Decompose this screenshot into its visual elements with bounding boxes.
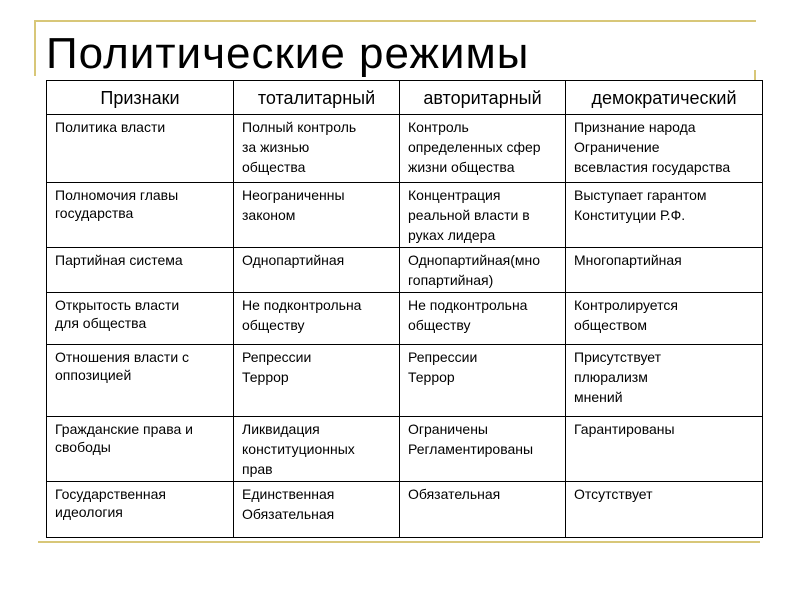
cell-democratic [566,293,763,345]
table-row [47,345,763,417]
cell-text-line: Террор [242,369,289,385]
cell-totalitarian [234,482,400,538]
cell-totalitarian [234,183,400,248]
cell-text-line: Открытость власти [55,297,180,313]
table-row [47,417,763,482]
cell-text-line: Не подконтрольна [408,297,528,313]
cell-feature [47,345,234,417]
cell-text-line: законом [242,207,296,223]
decorative-frame-right [754,70,756,80]
cell-text-line: Выступает гарантом [574,187,707,203]
slide-title: Политические режимы [46,29,530,78]
cell-text-line: Не подконтрольна [242,297,362,313]
cell-authoritarian [400,345,566,417]
cell-text-line: Террор [408,369,455,385]
table-row [47,115,763,183]
cell-text-line: обществом [574,317,648,333]
table-header-row [47,81,763,115]
cell-text-line: Партийная система [55,252,183,268]
cell-democratic [566,115,763,183]
cell-text-line: Признание народа [574,119,696,135]
cell-text-line: Контролируется [574,297,678,313]
cell-text-line: общества [242,159,306,175]
cell-feature [47,248,234,293]
cell-text-line: всевластия государства [574,159,731,175]
cell-totalitarian [234,248,400,293]
cell-text-line: Ликвидация [242,421,320,437]
cell-text-line: Отсутствует [574,486,653,502]
cell-text-line: Ограничены [408,421,488,437]
cell-text-line: Многопартийная [574,252,682,268]
cell-feature [47,183,234,248]
cell-text-line: Конституции Р.Ф. [574,207,686,223]
political-regimes-table [46,80,763,538]
cell-text-line: прав [242,461,273,477]
cell-text-line: свободы [55,439,111,455]
table-row [47,293,763,345]
header-democratic: демократический [566,81,763,115]
cell-democratic [566,248,763,293]
cell-text-line: определенных сфер [408,139,541,155]
cell-text-line: Отношения власти с [55,349,190,365]
cell-text-line: Однопартийная [242,252,345,268]
cell-text-line: Государственная [55,486,167,502]
cell-text-line: реальной власти в [408,207,530,223]
cell-text-line: идеология [55,504,123,520]
cell-authoritarian [400,482,566,538]
cell-democratic [566,183,763,248]
cell-feature [47,115,234,183]
cell-text-line: гопартийная) [408,272,494,288]
cell-text-line: Полный контроль [242,119,357,135]
decorative-frame-top [34,20,756,22]
cell-text-line: Политика власти [55,119,166,135]
header-totalitarian: тоталитарный [234,81,400,115]
cell-text-line: конституционных [242,441,355,457]
cell-text-line: обществу [408,317,471,333]
cell-text-line: государства [55,205,134,221]
cell-text-line: Гражданские права и [55,421,193,437]
cell-democratic [566,482,763,538]
cell-totalitarian [234,345,400,417]
cell-text-line: оппозицией [55,367,132,383]
header-features: Признаки [47,81,234,115]
cell-text-line: мнений [574,389,623,405]
cell-text-line: Регламентированы [408,441,534,457]
cell-authoritarian [400,183,566,248]
cell-text-line: Однопартийная(мно [408,252,541,268]
cell-feature [47,482,234,538]
cell-text-line: Единственная [242,486,335,502]
cell-democratic [566,345,763,417]
cell-totalitarian [234,417,400,482]
cell-text-line: обществу [242,317,305,333]
cell-text-line: Полномочия главы [55,187,179,203]
cell-text-line: для общества [55,315,147,331]
decorative-frame-left [34,20,36,76]
cell-text-line: за жизнью [242,139,310,155]
cell-text-line: Гарантированы [574,421,675,437]
cell-democratic [566,417,763,482]
cell-text-line: плюрализм [574,369,648,385]
cell-text-line: Неограниченны [242,187,345,203]
cell-authoritarian [400,417,566,482]
cell-text-line: Репрессии [242,349,312,365]
cell-feature [47,417,234,482]
cell-text-line: Обязательная [242,506,335,522]
cell-text-line: Обязательная [408,486,501,502]
cell-totalitarian [234,115,400,183]
cell-authoritarian [400,293,566,345]
cell-text-line: Репрессии [408,349,478,365]
cell-text-line: Концентрация [408,187,501,203]
cell-text-line: Ограничение [574,139,660,155]
table-row [47,248,763,293]
cell-feature [47,293,234,345]
cell-authoritarian [400,115,566,183]
header-authoritarian: авторитарный [400,81,566,115]
table-row [47,183,763,248]
cell-authoritarian [400,248,566,293]
cell-totalitarian [234,293,400,345]
decorative-frame-bottom [38,541,760,543]
cell-text-line: Контроль [408,119,469,135]
cell-text-line: Присутствует [574,349,662,365]
cell-text-line: жизни общества [408,159,515,175]
table-row [47,482,763,538]
cell-text-line: руках лидера [408,227,496,243]
